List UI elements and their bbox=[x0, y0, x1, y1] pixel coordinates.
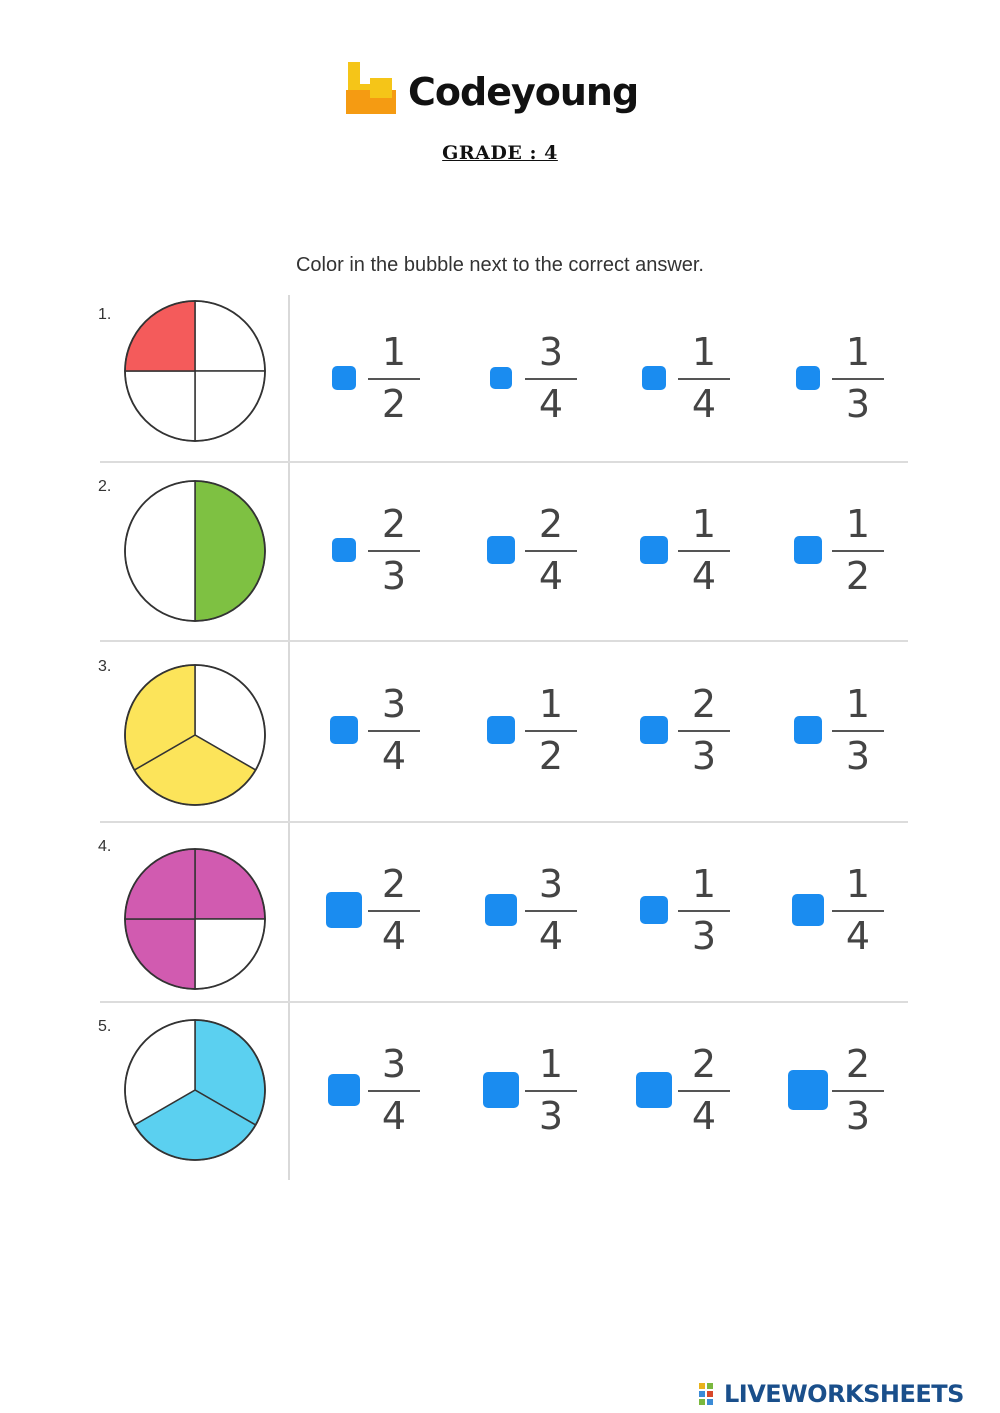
answer-option[interactable] bbox=[636, 500, 776, 600]
fraction-denominator: 4 bbox=[538, 914, 564, 958]
fraction-bar bbox=[832, 550, 884, 552]
fraction-denominator: 3 bbox=[845, 1094, 871, 1138]
fraction-pie-3 bbox=[122, 662, 268, 808]
codeyoung-logo bbox=[344, 60, 664, 130]
answer-bubble[interactable] bbox=[636, 1072, 672, 1108]
fraction-denominator: 4 bbox=[381, 914, 407, 958]
pie-slice-empty bbox=[195, 301, 265, 371]
question-number: 3. bbox=[98, 658, 112, 675]
fraction-denominator: 3 bbox=[691, 734, 717, 778]
fraction-numerator: 1 bbox=[538, 1042, 564, 1086]
fraction-numerator: 2 bbox=[691, 682, 717, 726]
answer-option[interactable] bbox=[636, 1040, 776, 1140]
answer-option[interactable] bbox=[483, 500, 623, 600]
answer-option[interactable] bbox=[483, 860, 623, 960]
fraction-denominator: 3 bbox=[691, 914, 717, 958]
answer-option[interactable] bbox=[483, 680, 623, 780]
fraction-bar bbox=[525, 910, 577, 912]
pie-slice-empty bbox=[125, 481, 195, 621]
column-divider bbox=[288, 295, 290, 1180]
fraction-pie-2 bbox=[122, 478, 268, 624]
row-divider bbox=[100, 1001, 908, 1003]
fraction-numerator: 2 bbox=[845, 1042, 871, 1086]
fraction-label bbox=[830, 860, 886, 960]
fraction-numerator: 3 bbox=[538, 330, 564, 374]
pie-slice-empty bbox=[195, 919, 265, 989]
brand-name: Codeyoung bbox=[408, 70, 639, 114]
row-divider bbox=[100, 640, 908, 642]
row-divider bbox=[100, 461, 908, 463]
answer-option[interactable] bbox=[326, 680, 466, 780]
pie-slice-shaded bbox=[125, 301, 195, 371]
fraction-bar bbox=[832, 1090, 884, 1092]
fraction-bar bbox=[368, 730, 420, 732]
answer-bubble[interactable] bbox=[332, 366, 356, 390]
fraction-bar bbox=[832, 378, 884, 380]
fraction-numerator: 3 bbox=[381, 1042, 407, 1086]
grade-label: GRADE : 4 bbox=[442, 142, 558, 164]
answer-option[interactable] bbox=[790, 328, 930, 428]
answer-option[interactable] bbox=[483, 328, 623, 428]
fraction-denominator: 3 bbox=[845, 382, 871, 426]
answer-option[interactable] bbox=[636, 328, 776, 428]
answer-bubble[interactable] bbox=[328, 1074, 360, 1106]
fraction-numerator: 2 bbox=[381, 502, 407, 546]
answer-bubble[interactable] bbox=[640, 716, 668, 744]
fraction-denominator: 4 bbox=[691, 1094, 717, 1138]
fraction-denominator: 2 bbox=[381, 382, 407, 426]
fraction-pie-1 bbox=[122, 298, 268, 444]
answer-option[interactable] bbox=[790, 500, 930, 600]
answer-option[interactable] bbox=[326, 500, 466, 600]
fraction-label bbox=[523, 328, 579, 428]
answer-bubble[interactable] bbox=[332, 538, 356, 562]
fraction-bar bbox=[525, 730, 577, 732]
fraction-denominator: 3 bbox=[538, 1094, 564, 1138]
fraction-numerator: 3 bbox=[538, 862, 564, 906]
question-number: 5. bbox=[98, 1018, 112, 1035]
answer-bubble[interactable] bbox=[490, 367, 512, 389]
codeyoung-logo-mark bbox=[344, 60, 400, 116]
footer-brand: LIVEWORKSHEETS bbox=[724, 1380, 964, 1408]
answer-option[interactable] bbox=[326, 328, 466, 428]
fraction-label bbox=[676, 860, 732, 960]
fraction-label bbox=[830, 328, 886, 428]
fraction-bar bbox=[368, 910, 420, 912]
answer-bubble[interactable] bbox=[483, 1072, 519, 1108]
fraction-label bbox=[523, 680, 579, 780]
fraction-numerator: 1 bbox=[691, 862, 717, 906]
fraction-denominator: 3 bbox=[845, 734, 871, 778]
fraction-bar bbox=[368, 550, 420, 552]
fraction-bar bbox=[832, 730, 884, 732]
fraction-bar bbox=[832, 910, 884, 912]
fraction-denominator: 4 bbox=[538, 554, 564, 598]
fraction-label bbox=[366, 1040, 422, 1140]
pie-slice-empty bbox=[195, 371, 265, 441]
fraction-denominator: 4 bbox=[845, 914, 871, 958]
answer-option[interactable] bbox=[790, 1040, 930, 1140]
pie-slice-shaded bbox=[125, 849, 195, 919]
fraction-label bbox=[676, 1040, 732, 1140]
fraction-numerator: 1 bbox=[538, 682, 564, 726]
fraction-numerator: 1 bbox=[691, 502, 717, 546]
answer-bubble[interactable] bbox=[792, 894, 824, 926]
answer-option[interactable] bbox=[326, 1040, 466, 1140]
pie-slice-shaded bbox=[195, 849, 265, 919]
pie-slice-shaded bbox=[125, 919, 195, 989]
pie-slice-empty bbox=[125, 371, 195, 441]
fraction-bar bbox=[525, 1090, 577, 1092]
instructions: Color in the bubble next to the correct answer. bbox=[295, 254, 704, 276]
question-number: 1. bbox=[98, 306, 112, 323]
fraction-bar bbox=[678, 730, 730, 732]
fraction-pie-5 bbox=[122, 1017, 268, 1163]
fraction-label bbox=[523, 500, 579, 600]
answer-bubble[interactable] bbox=[487, 716, 515, 744]
liveworksheets-icon bbox=[698, 1382, 722, 1406]
answer-option[interactable] bbox=[790, 860, 930, 960]
fraction-bar bbox=[368, 378, 420, 380]
answer-bubble[interactable] bbox=[640, 896, 668, 924]
fraction-denominator: 4 bbox=[538, 382, 564, 426]
fraction-bar bbox=[368, 1090, 420, 1092]
fraction-denominator: 4 bbox=[691, 554, 717, 598]
fraction-label bbox=[523, 1040, 579, 1140]
fraction-bar bbox=[678, 1090, 730, 1092]
fraction-numerator: 1 bbox=[845, 862, 871, 906]
fraction-label bbox=[366, 680, 422, 780]
fraction-label bbox=[830, 1040, 886, 1140]
answer-bubble[interactable] bbox=[796, 366, 820, 390]
liveworksheets-footer bbox=[698, 1378, 998, 1408]
answer-bubble[interactable] bbox=[642, 366, 666, 390]
fraction-label bbox=[676, 500, 732, 600]
answer-bubble[interactable] bbox=[326, 892, 362, 928]
answer-bubble[interactable] bbox=[788, 1070, 828, 1110]
answer-option[interactable] bbox=[483, 1040, 623, 1140]
answer-bubble[interactable] bbox=[794, 716, 822, 744]
fraction-numerator: 2 bbox=[538, 502, 564, 546]
question-number: 4. bbox=[98, 838, 112, 855]
answer-option[interactable] bbox=[326, 860, 466, 960]
fraction-numerator: 3 bbox=[381, 682, 407, 726]
fraction-denominator: 4 bbox=[381, 734, 407, 778]
fraction-bar bbox=[678, 378, 730, 380]
fraction-denominator: 3 bbox=[381, 554, 407, 598]
fraction-bar bbox=[678, 550, 730, 552]
fraction-label bbox=[676, 680, 732, 780]
fraction-numerator: 1 bbox=[845, 682, 871, 726]
row-divider bbox=[100, 821, 908, 823]
answer-option[interactable] bbox=[636, 860, 776, 960]
fraction-pie-4 bbox=[122, 846, 268, 992]
fraction-bar bbox=[678, 910, 730, 912]
pie-slice-shaded bbox=[195, 481, 265, 621]
fraction-denominator: 2 bbox=[538, 734, 564, 778]
fraction-label bbox=[523, 860, 579, 960]
answer-bubble[interactable] bbox=[640, 536, 668, 564]
fraction-numerator: 2 bbox=[381, 862, 407, 906]
answer-bubble[interactable] bbox=[794, 536, 822, 564]
fraction-label bbox=[830, 680, 886, 780]
fraction-numerator: 1 bbox=[381, 330, 407, 374]
answer-bubble[interactable] bbox=[485, 894, 517, 926]
fraction-label bbox=[366, 328, 422, 428]
fraction-denominator: 2 bbox=[845, 554, 871, 598]
fraction-label bbox=[366, 500, 422, 600]
fraction-numerator: 1 bbox=[691, 330, 717, 374]
fraction-label bbox=[366, 860, 422, 960]
fraction-numerator: 2 bbox=[691, 1042, 717, 1086]
answer-bubble[interactable] bbox=[487, 536, 515, 564]
fraction-bar bbox=[525, 378, 577, 380]
answer-option[interactable] bbox=[790, 680, 930, 780]
question-number: 2. bbox=[98, 478, 112, 495]
fraction-numerator: 1 bbox=[845, 502, 871, 546]
fraction-denominator: 4 bbox=[691, 382, 717, 426]
fraction-label bbox=[830, 500, 886, 600]
fraction-bar bbox=[525, 550, 577, 552]
answer-bubble[interactable] bbox=[330, 716, 358, 744]
fraction-numerator: 1 bbox=[845, 330, 871, 374]
answer-option[interactable] bbox=[636, 680, 776, 780]
fraction-label bbox=[676, 328, 732, 428]
fraction-denominator: 4 bbox=[381, 1094, 407, 1138]
